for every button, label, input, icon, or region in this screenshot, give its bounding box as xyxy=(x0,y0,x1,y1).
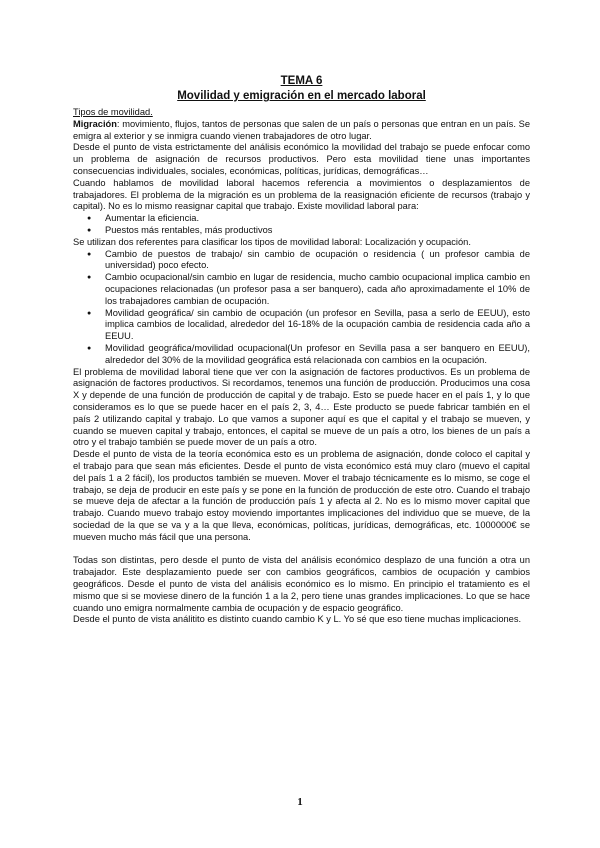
section-heading: Tipos de movilidad. xyxy=(73,107,153,117)
document-page xyxy=(73,74,530,626)
migracion-label: Migración xyxy=(73,118,117,129)
paragraph-2: Cuando hablamos de movilidad laboral hacemos referencia a movimientos o desplazamientos de trabajadores. El problema de la migración es un problema de la reasignación eficiente de recursos (trabajo y capital). No es lo mismo reasignar capital que trabajo. Existe movilidad laboral para: xyxy=(73,177,530,212)
list-item: ● Puestos más rentables, más productivos xyxy=(105,225,530,237)
document-subtitle: Movilidad y emigración en el mercado laboral xyxy=(177,90,426,102)
document-title: TEMA 6 xyxy=(280,75,323,87)
list-item: ● Aumentar la eficiencia. xyxy=(105,213,530,225)
mobility-types-list xyxy=(73,249,530,367)
paragraph-6: Todas son distintas, pero desde el punto de vista del análisis económico desplazo de una función a otra un trabajador. Este desplazamiento puede ser con cambios geográficos, cambios de ocupación y cambios geográficos. Desde el punto de vista del análisis económico es lo mismo. En principio el tratamiento es el mismo que si se moviese dinero de la función 1 a la 2, pero tiene unas grandes implicaciones. Lo que se hace cuando uno emigra normalmente cambia de ocupación y de espacio geográfico. xyxy=(73,555,530,613)
migracion-text: : movimiento, flujos, tantos de personas que salen de un país o personas que entran en un país. Se emigra al exterior y se inmigra cuando vienen trabajadores de otro lugar. xyxy=(73,118,530,141)
list-item: ● Movilidad geográfica/ sin cambio de ocupación (un profesor en Sevilla, pasa a serlo de EEUU), esto implica cambios de localidad, alrededor del 16-18% de la ocupación cambia de residencia cada año a EEUU. xyxy=(105,308,530,343)
list-item: ● Cambio ocupacional/sin cambio en lugar de residencia, mucho cambio ocupacional implica cambio en ocupaciones relacionadas (un profesor pasa a ser banquero), cada año aproximadamente el 10% de los trabajadores cambian de ocupación. xyxy=(105,272,530,307)
list-item: ● Cambio de puestos de trabajo/ sin cambio de ocupación o residencia ( un profesor cambia de universidad) poco efecto. xyxy=(105,249,530,273)
paragraph-4: El problema de movilidad laboral tiene que ver con la asignación de factores productivos. Es un problema de asignación de factores productivos. Si recordamos, tenemos una función de producción. Producimos una cosa X y depende de una función de producción de capital y de trabajo. Esto se puede hacer en el país 1, y lo que consideramos es lo que se puede hacer en el país 2, 3, 4… Este producto se puede fabricar también en el país 2 utilizando capital y trabajo. Lo que vamos a suponer aquí es que el capital y el trabajo se mueven, y cuando se mueven capital y trabajo, entonces, el capital se mueve de un país a otro, los bienes de un país a otro y el trabajo también se puede mover de un país a otro. xyxy=(73,366,530,448)
purpose-list xyxy=(73,213,530,237)
paragraph-3: Se utilizan dos referentes para clasificar los tipos de movilidad laboral: Localización y ocupación. xyxy=(73,236,471,247)
paragraph-7: Desde el punto de vista análitito es distinto cuando cambio K y L. Yo sé que eso tiene muchas implicaciones. xyxy=(73,614,522,625)
page-number: 1 xyxy=(297,796,303,808)
list-item: ● Movilidad geográfica/movilidad ocupacional(Un profesor en Sevilla pasa a ser banquero en EEUU), alrededor del 30% de la movilidad geográfica está relacionada con cambios en la ocupación. xyxy=(105,343,530,367)
paragraph-5: Desde el punto de vista de la teoría económica esto es un problema de asignación, donde coloco el capital y el trabajo para que sean más eficientes. Desde el punto de vista económico está muy claro (muevo el capital del país 1 a 2 fácil), los productos también se mueven. Mover el trabajo técnicamente es lo mismo, se coge el trabajo, se deja de producir en este país y se pone en la función de producción de este otro. Cuando el trabajo se mueve deja de afectar a la función de producción país 1 y afecta al 2. No es lo mismo mover capital que trabajo. Cuando muevo trabajo estoy moviendo importantes implicaciones del individuo que se mueve, de la sociedad de la que se va y a la que lleva, económicas, políticas, jurídicas, demográficas, etc. 1000000€ se mueven mucho más fácil que una persona. xyxy=(73,449,530,542)
migracion-paragraph xyxy=(73,119,530,143)
paragraph-1: Desde el punto de vista estrictamente del análisis económico la movilidad del trabajo se puede enfocar como un problema de asignación de recursos productivos. Pero esta movilidad tiene unas importantes consecuencias individuales, sociales, económicas, políticas, jurídicas, demográficas… xyxy=(73,142,530,176)
